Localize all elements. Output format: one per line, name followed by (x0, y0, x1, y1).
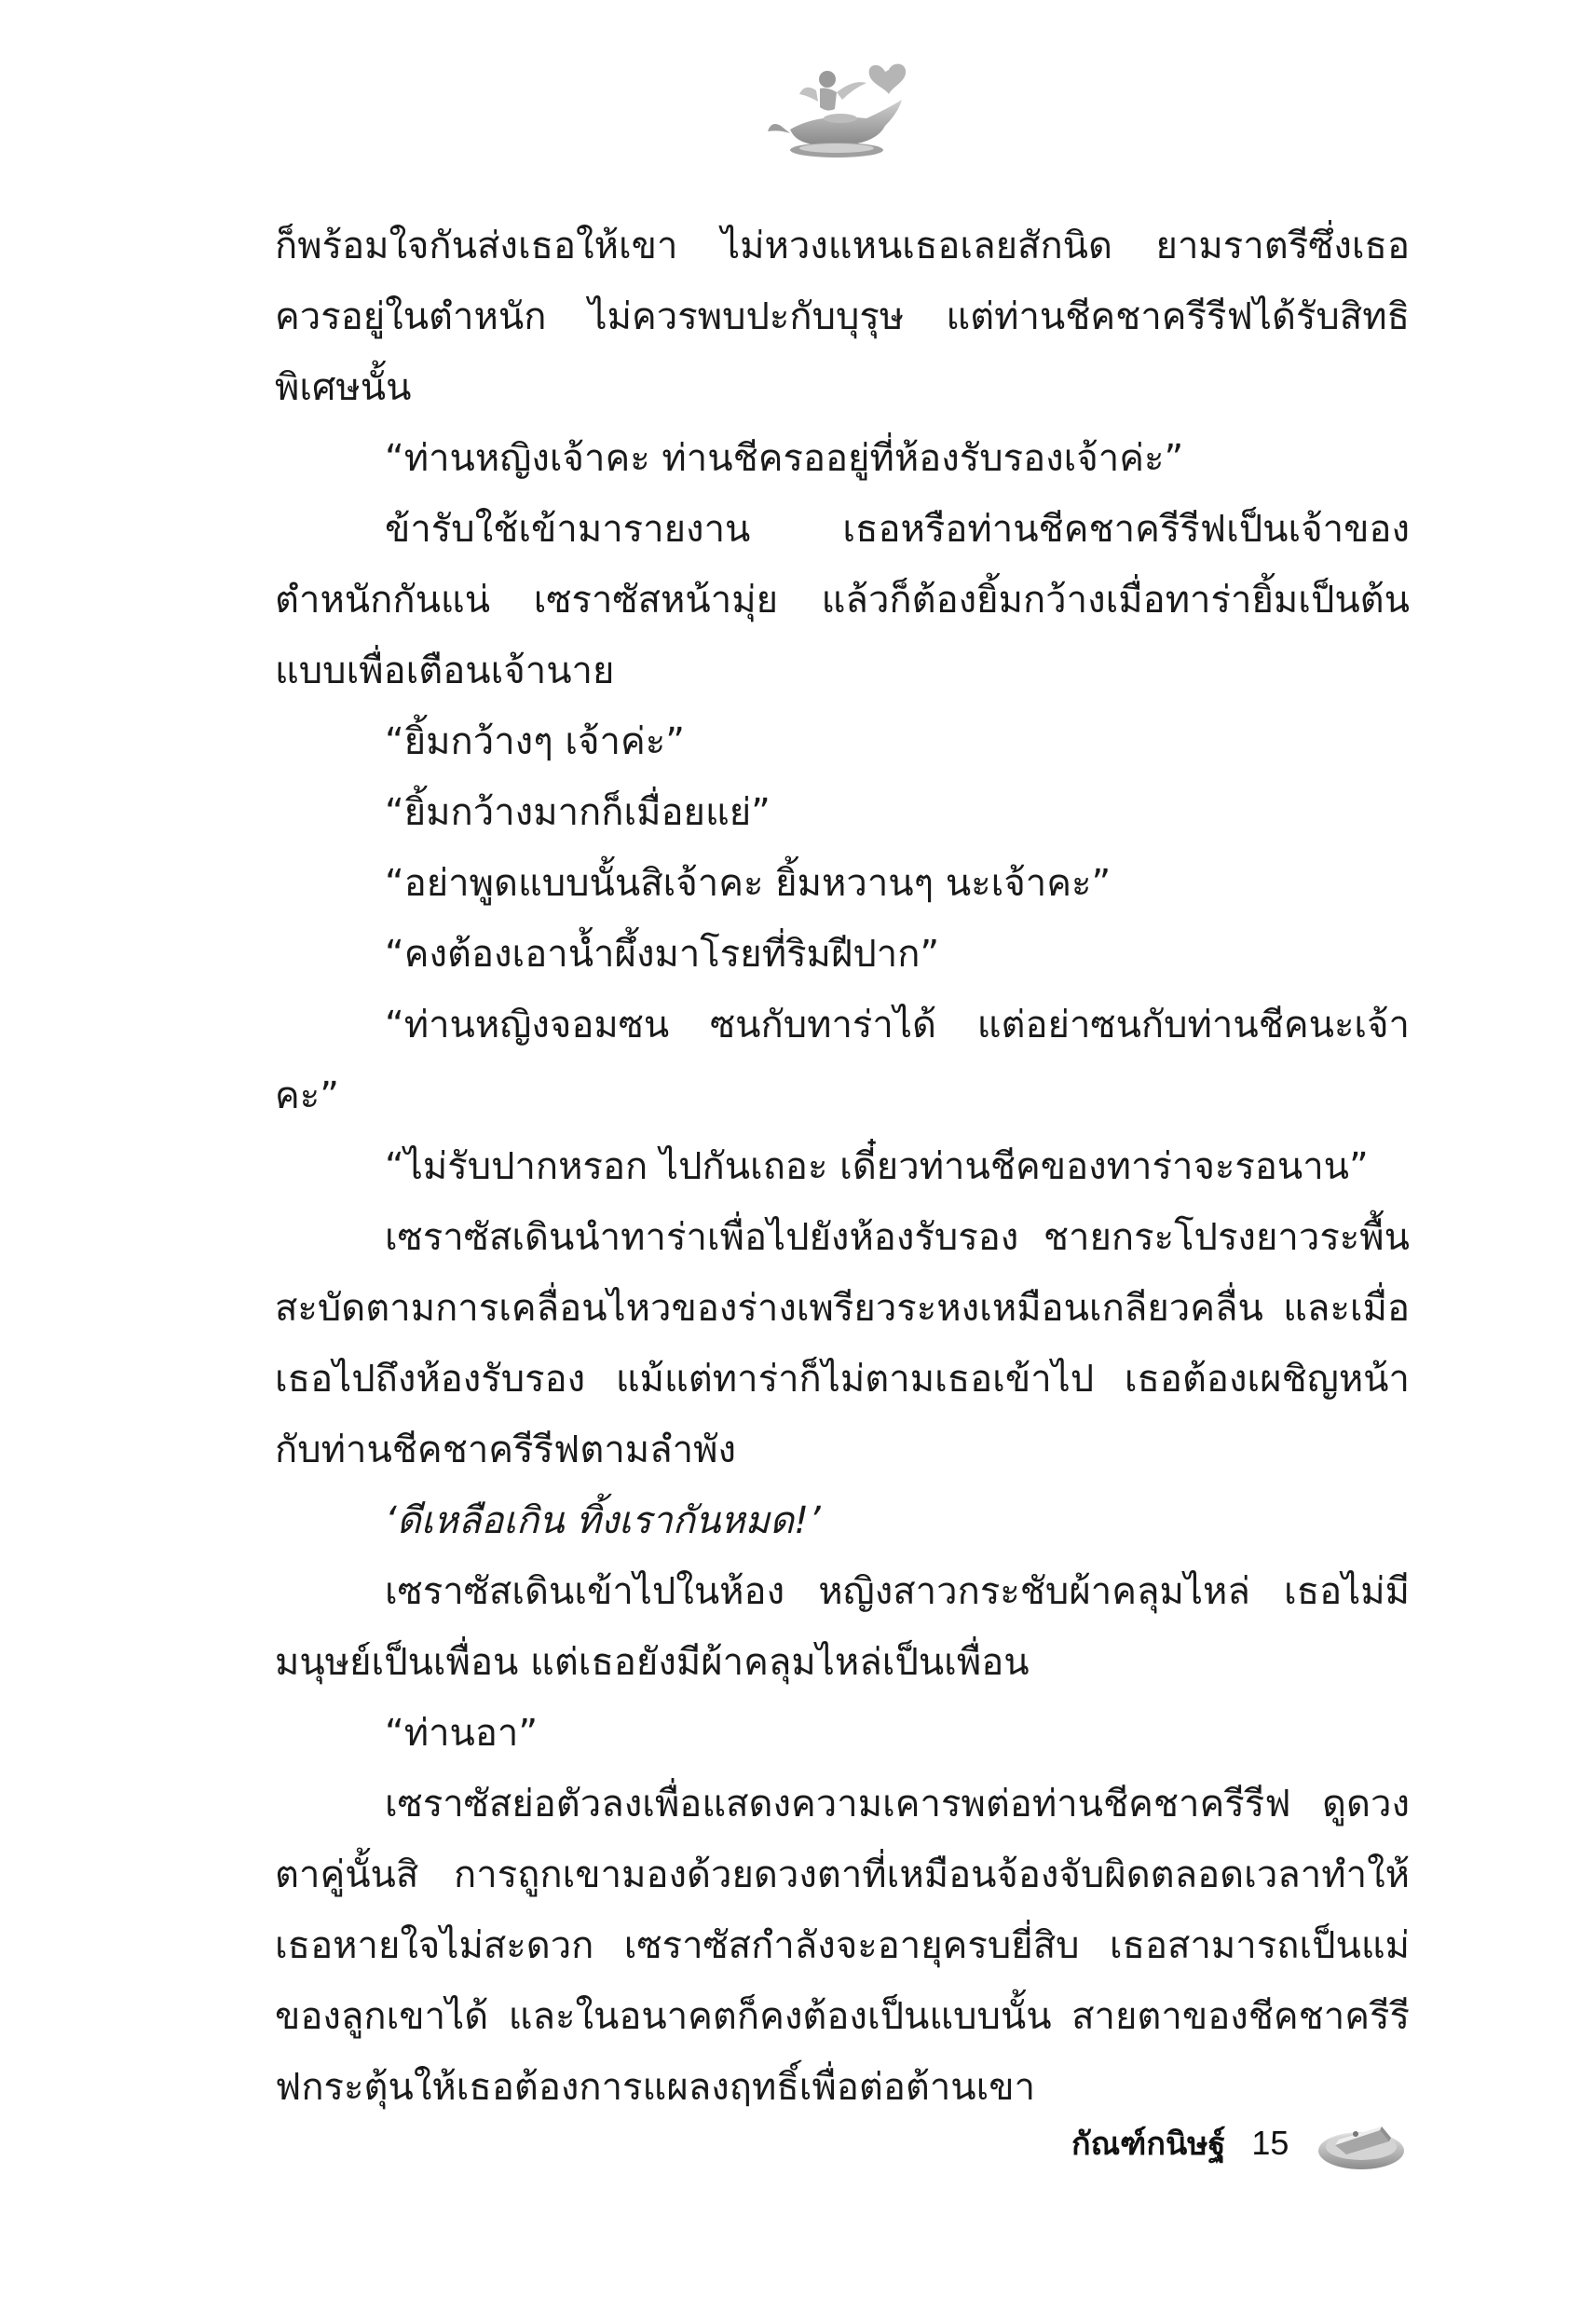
paragraph: “คงต้องเอาน้ำผึ้งมาโรยที่ริมฝีปาก” (385, 933, 940, 976)
page-footer (1071, 2115, 1408, 2171)
paragraph: “ท่านอา” (385, 1712, 539, 1755)
paragraph: ก็พร้อมใจกันส่งเธอให้เขา ไม่หวงแหนเธอเลยสักนิด ยามราตรีซึ่งเธอควรอยู่ในตำหนัก ไม่ควรพบปะกับบุรุษ แต่ท่านชีคชาครีรีฟได้รับสิทธิพิเศษนั้น (275, 225, 1410, 409)
paragraph: “ท่านหญิงจอมซน ซนกับทาร่าได้ แต่อย่าซนกับท่านชีคนะเจ้าคะ” (275, 1004, 1410, 1117)
paragraph: “ยิ้มกว้างมากก็เมื่อยแย่” (385, 791, 771, 834)
paragraph: เซราซัสย่อตัวลงเพื่อแสดงความเคารพต่อท่านชีคชาครีรีฟ ดูดวงตาคู่นั้นสิ การถูกเขามองด้วยดวงตาที่เหมือนจ้องจับผิดตลอดเวลาทำให้เธอหายใจไม่สะดวก เซราซัสกำลังจะอายุครบยี่สิบ เธอสามารถเป็นแม่ของลูกเขาได้ และในอนาคตก็คงต้องเป็นแบบนั้น สายตาของชีคชาครีรีฟกระตุ้นให้เธอต้องการแผลงฤทธิ์เพื่อต่อต้านเขา (275, 1783, 1410, 2109)
page-number: 15 (1251, 2124, 1289, 2162)
book-title: กัณฑ์กนิษฐ์ (1071, 2126, 1226, 2163)
paragraph: เซราซัสเดินเข้าไปในห้อง หญิงสาวกระชับผ้าคลุมไหล่ เธอไม่มีมนุษย์เป็นเพื่อน แต่เธอยังมีผ้าคลุมไหล่เป็นเพื่อน (275, 1570, 1410, 1684)
paragraph: “อย่าพูดแบบนั้นสิเจ้าคะ ยิ้มหวานๆ นะเจ้าคะ” (385, 862, 1112, 905)
chapter-body (275, 211, 1410, 2123)
paragraph: ข้ารับใช้เข้ามารายงาน เธอหรือท่านชีคชาครีรีฟเป็นเจ้าของตำหนักกันแน่ เซราซัสหน้ามุ่ย แล้วก็ต้องยิ้มกว้างเมื่อทาร่ายิ้มเป็นต้นแบบเพื่อเตือนเจ้านาย (275, 508, 1410, 692)
cake-slice-icon (1315, 2113, 1408, 2173)
paragraph: “ยิ้มกว้างๆ เจ้าค่ะ” (385, 720, 685, 763)
paragraph: “ไม่รับปากหรอก ไปกันเถอะ เดี๋ยวท่านชีคของทาร่าจะรอนาน” (385, 1145, 1369, 1188)
paragraph: ‘ดีเหลือเกิน ทิ้งเรากันหมด!’ (385, 1499, 821, 1542)
paragraph: เซราซัสเดินนำทาร่าเพื่อไปยังห้องรับรอง ชายกระโปรงยาวระพื้นสะบัดตามการเคลื่อนไหวของร่างเพรียวระหงเหมือนเกลียวคลื่น และเมื่อเธอไปถึงห้องรับรอง แม้แต่ทาร่าก็ไม่ตามเธอเข้าไป เธอต้องเผชิญหน้ากับท่านชีคชาครีรีฟตามลำพัง (275, 1216, 1410, 1471)
paragraph: “ท่านหญิงเจ้าคะ ท่านชีครออยู่ที่ห้องรับรองเจ้าค่ะ” (385, 437, 1184, 480)
magic-lamp-icon (762, 51, 921, 163)
